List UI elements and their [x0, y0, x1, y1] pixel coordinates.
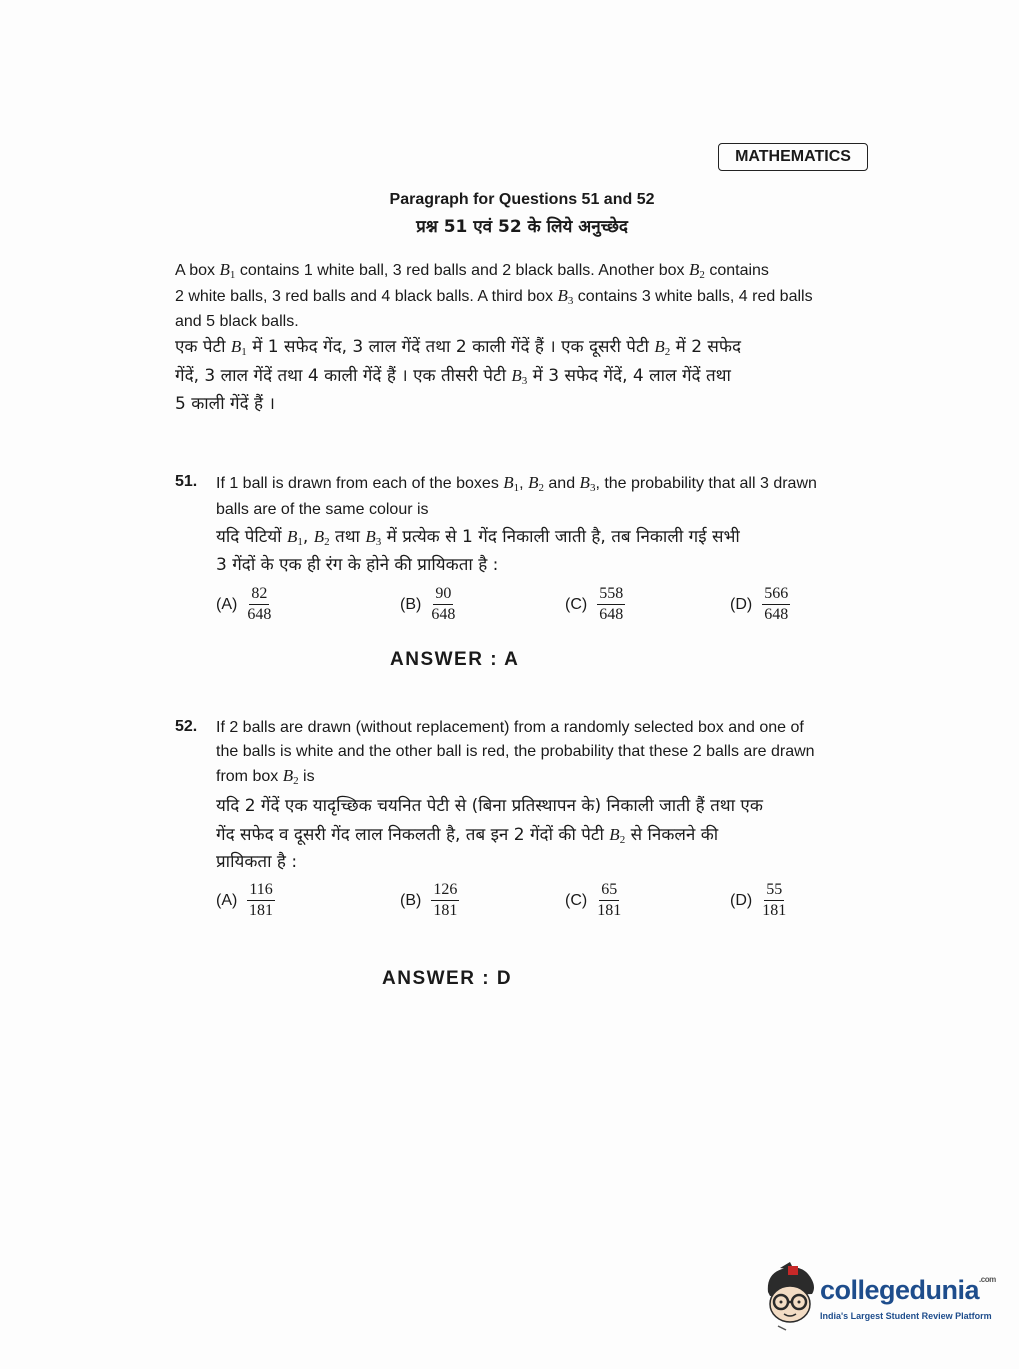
paragraph-hi-line-3: 5 काली गेंदें हैं । [175, 394, 275, 414]
fraction: $\frac{65}{181}$ [597, 881, 622, 919]
math-b1: $B_1$ [219, 260, 236, 281]
paragraph-heading-en: Paragraph for Questions 51 and 52 [389, 191, 655, 208]
paragraph-hi-line-1: एक पेटी $B_1$ में 1 सफेद गेंद, 3 लाल गेंदें तथा 2 काली गेंदें हैं । एक दूसरी पेटी $B_2$ में 2 सफेद [175, 337, 742, 358]
paragraph-hi-line-2: गेंदें, 3 लाल गेंदें तथा 4 काली गेंदें हैं । एक तीसरी पेटी $B_3$ में 3 सफेद गेंदें, 4 लाल गेंदें तथा [175, 366, 731, 387]
question-51-hi-line-1: यदि पेटियों $B_1$, $B_2$ तथा $B_3$ में प्रत्येक से 1 गेंद निकाली जाती है, तब निकाली गई सभी [216, 527, 740, 548]
fraction: $\frac{82}{648}$ [247, 585, 272, 623]
question-51-en-line-1: If 1 ball is drawn from each of the boxes $B_1$, $B_2$ and $B_3$, the probability that all 3 drawn [216, 473, 817, 494]
fraction: $\frac{90}{648}$ [431, 585, 456, 623]
math-b2: $B_2$ [688, 260, 705, 281]
option-c[interactable]: (C) $\frac{558}{648}$ [565, 585, 624, 623]
option-d[interactable]: (D) $\frac{566}{648}$ [730, 585, 789, 623]
option-a[interactable]: (A) $\frac{82}{648}$ [216, 585, 272, 623]
option-c[interactable]: (C) $\frac{65}{181}$ [565, 881, 622, 919]
question-52-en-line-3: from box $B_2$ is [216, 766, 315, 787]
question-number: 51. [175, 473, 198, 490]
option-d[interactable]: (D) $\frac{55}{181}$ [730, 881, 787, 919]
option-b[interactable]: (B) $\frac{90}{648}$ [400, 585, 456, 623]
question-52-en-line-1: If 2 balls are drawn (without replacement) from a randomly selected box and one of [216, 719, 804, 736]
math-b3: $B_3$ [511, 366, 528, 387]
question-52-en-line-2: the balls is white and the other ball is red, the probability that these 2 balls are drawn [216, 743, 815, 760]
math-b1: $B_1$ [230, 337, 247, 358]
answer-51: ANSWER : A [390, 649, 520, 670]
question-number: 52. [175, 718, 198, 735]
paragraph-en-line-3: and 5 black balls. [175, 313, 299, 330]
mascot-icon [760, 1262, 822, 1332]
question-51-en-line-2: balls are of the same colour is [216, 501, 429, 518]
fraction: $\frac{116}{181}$ [249, 881, 274, 919]
option-b[interactable]: (B) $\frac{126}{181}$ [400, 881, 458, 919]
logo-wordmark[interactable]: collegedunia$^{.com}$ [820, 1275, 996, 1305]
question-52-hi-line-1: यदि 2 गेंदें एक यादृच्छिक चयनित पेटी से (बिना प्रतिस्थापन के) निकाली जाती हैं तथा एक [216, 796, 763, 816]
question-51-hi-line-2: 3 गेंदों के एक ही रंग के होने की प्रायिकता है : [216, 555, 499, 575]
option-a[interactable]: (A) $\frac{116}{181}$ [216, 881, 274, 919]
fraction: $\frac{55}{181}$ [762, 881, 787, 919]
paragraph-en-line-2: 2 white balls, 3 red balls and 4 black balls. A third box $B_3$ contains 3 white balls, 4 red balls [175, 286, 813, 307]
logo-tagline: India's Largest Student Review Platform [820, 1311, 992, 1321]
fraction: $\frac{126}{181}$ [433, 881, 458, 919]
fraction: $\frac{566}{648}$ [764, 585, 789, 623]
fraction: $\frac{558}{648}$ [599, 585, 624, 623]
answer-52: ANSWER : D [382, 968, 513, 989]
math-b2: $B_2$ [654, 337, 671, 358]
subject-label: MATHEMATICS [718, 143, 868, 171]
paragraph-en-line-1: A box $B_1$ contains 1 white ball, 3 red balls and 2 black balls. Another box $B_2$ contains [175, 260, 769, 281]
paragraph-heading-hi: प्रश्न 51 एवं 52 के लिये अनुच्छेद [416, 217, 628, 237]
math-b3: $B_3$ [557, 286, 574, 307]
question-52-hi-line-3: प्रायिकता है : [216, 852, 298, 872]
question-52-hi-line-2: गेंद सफेद व दूसरी गेंद लाल निकलती है, तब इन 2 गेंदों की पेटी $B_2$ से निकलने की [216, 825, 719, 846]
